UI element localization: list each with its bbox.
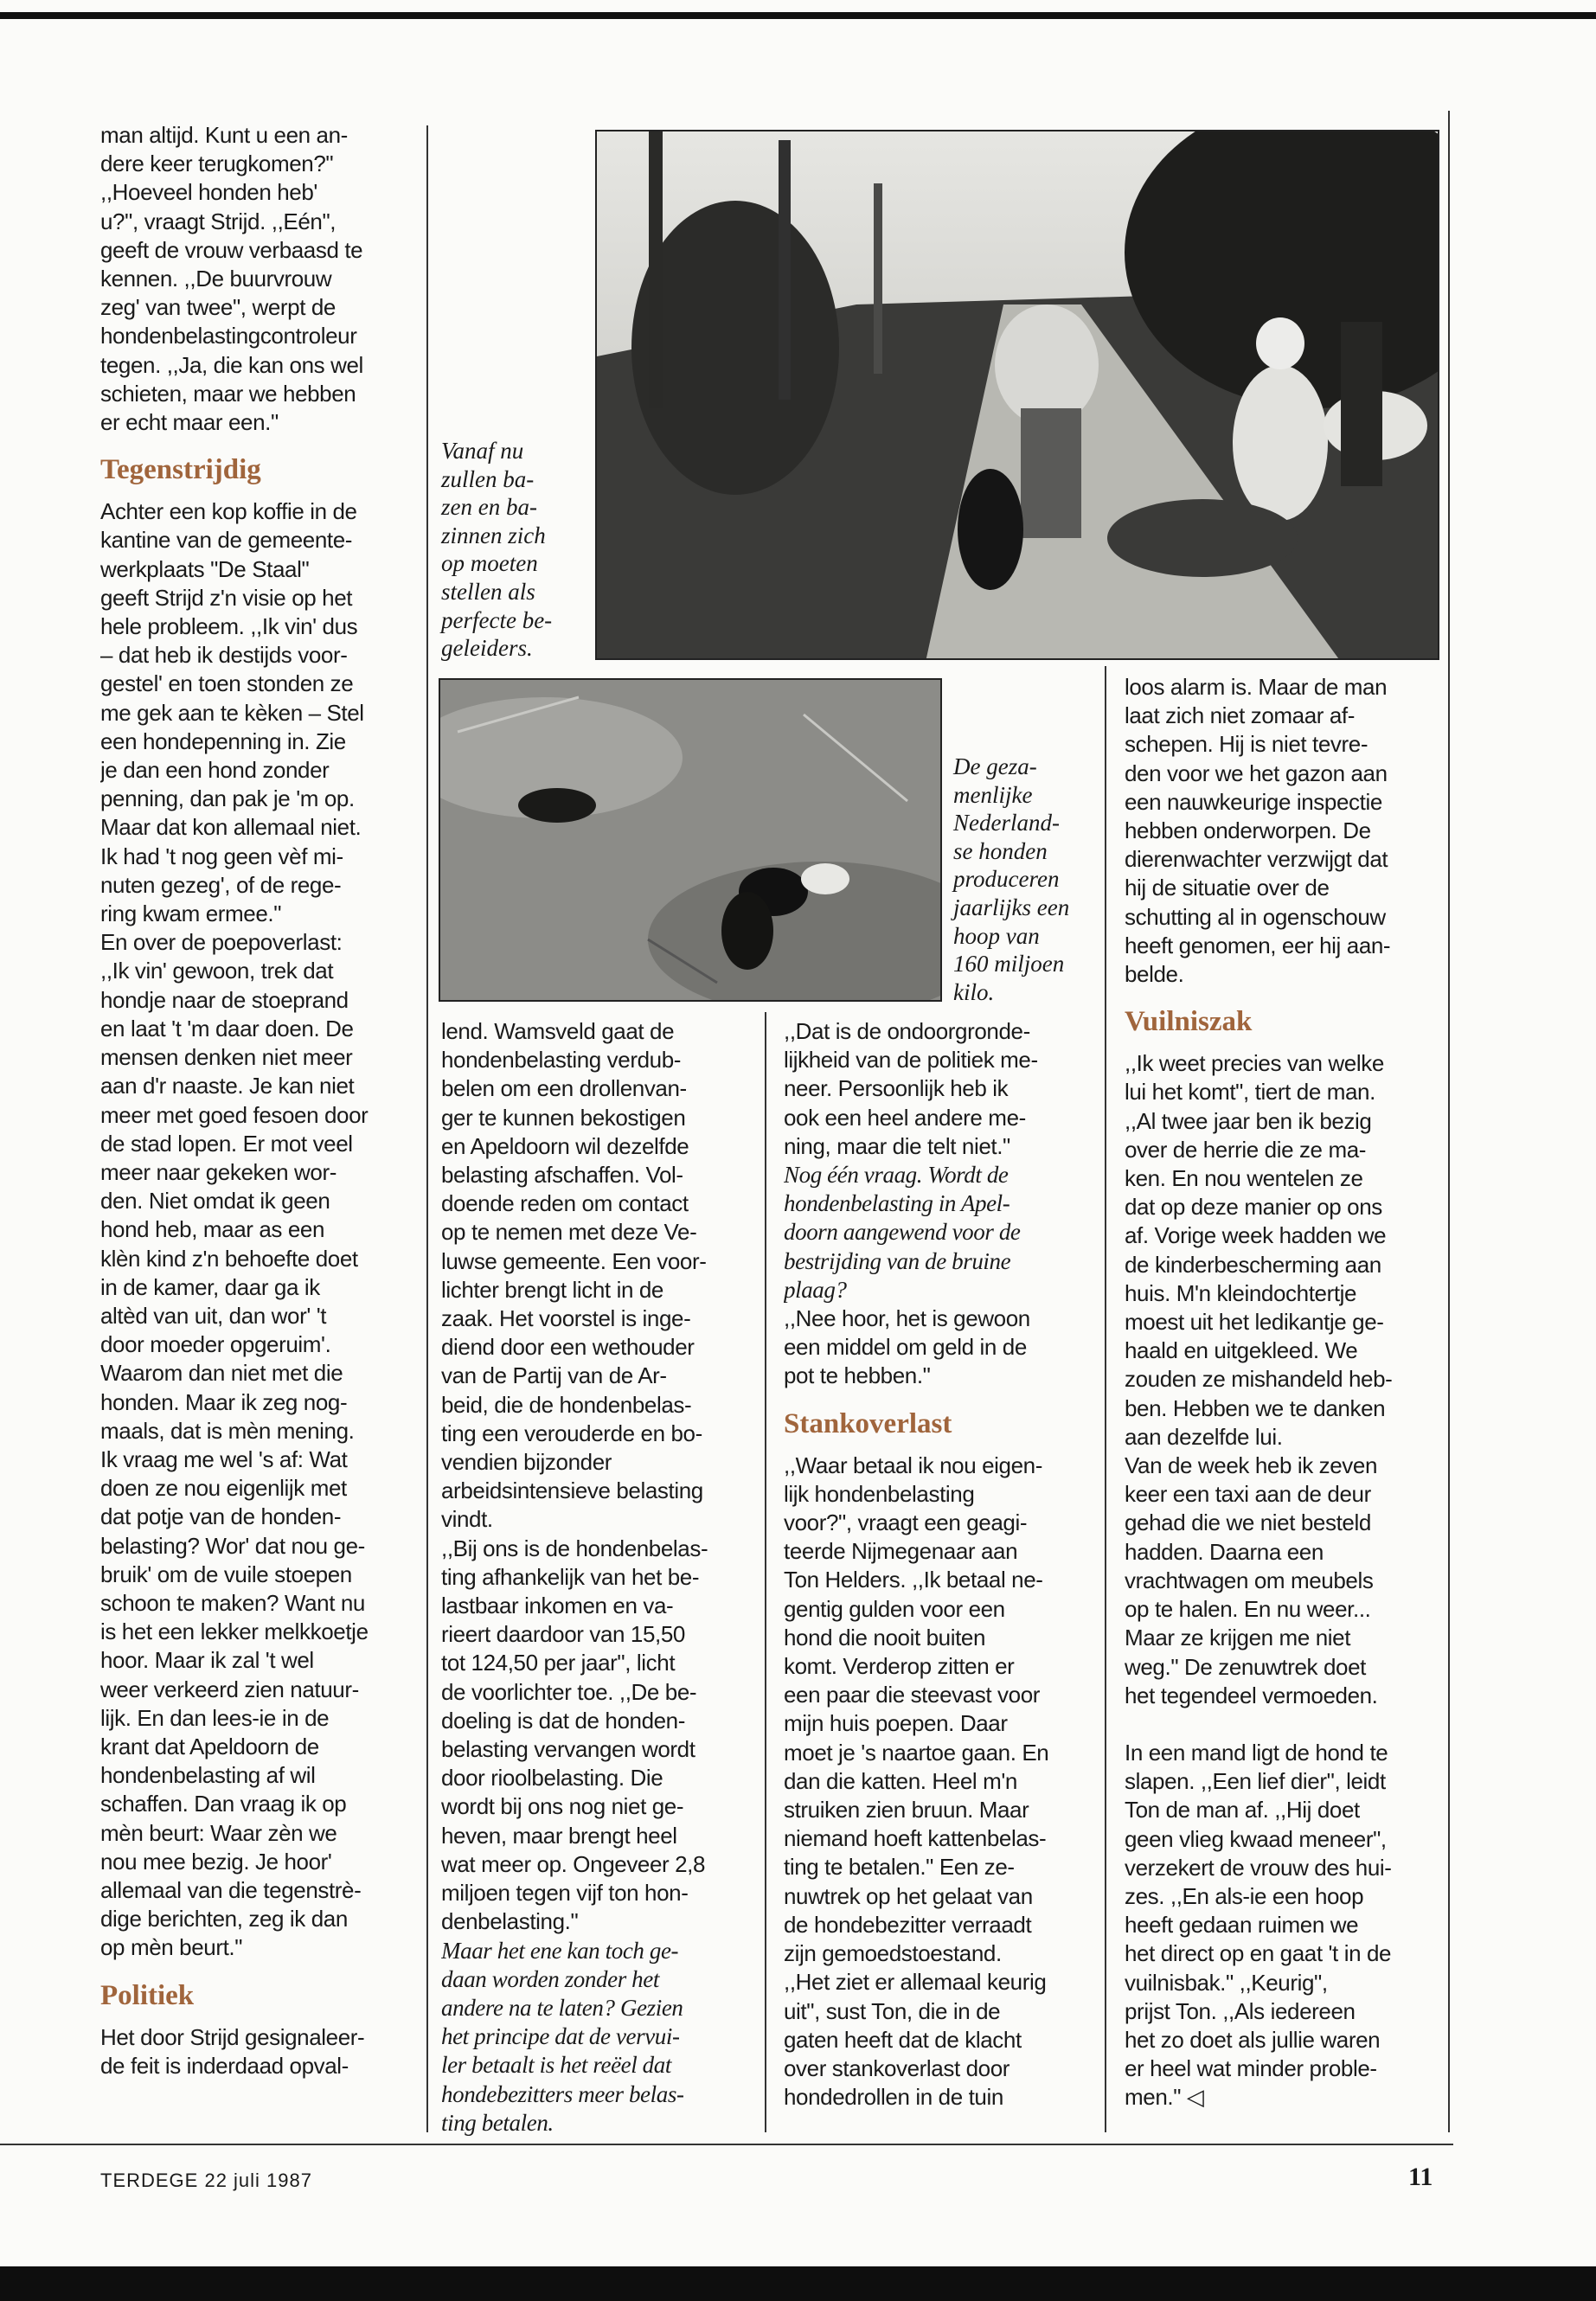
text-line: Ton de man af. ,,Hij doet [1125,1797,1360,1823]
text-line: ting afhankelijk van het be- [441,1563,700,1590]
text-line: ,,Hoeveel honden heb' [100,179,317,206]
text-line: dierenwachter verzwijgt dat [1125,846,1388,873]
caption-line: perfecte be- [441,606,553,633]
text-line: huis. M'n kleindochtertje [1125,1279,1357,1306]
text-line: mèn beurt: Waar zèn we [100,1819,337,1846]
text-line: over stankoverlast door [784,2054,1010,2081]
text-line: Ik vraag me wel 's af: Wat [100,1445,348,1472]
text-line: het direct op en gaat 't in de [1125,1940,1392,1967]
text-line: krant dat Apeldoorn de [100,1733,319,1759]
text-line: teerde Nijmegenaar aan [784,1538,1018,1565]
text-line: hondenbelasting af wil [100,1762,316,1789]
paragraph [100,121,420,437]
text-line: nuwtrek op het gelaat van [784,1882,1033,1909]
caption-line: Nederland- [953,810,1060,836]
text-line: dere keer terugkomen?" [100,151,334,177]
text-line: geeft de vrouw verbaasd te [100,236,363,263]
text-line: uit", sust Ton, die in de [784,1997,1001,2024]
text-line: den voor we het gazon aan [1125,760,1388,786]
text-line: ting een verouderde en bo- [441,1420,702,1446]
text-line: ,,Dat is de ondoorgronde- [784,1018,1030,1044]
text-line: verzekert de vrouw des hui- [1125,1854,1392,1881]
text-line: Achter een kop koffie in de [100,498,357,525]
text-line: Het door Strijd gesignaleer- [100,2023,365,2050]
text-line: er echt maar een." [100,409,279,436]
text-line: hondedrollen in de tuin [784,2084,1003,2111]
text-line: zeg' van twee", werpt de [100,294,336,321]
text-line: ler betaalt is het reëel dat [441,2052,671,2079]
text-line: zes. ,,En als-ie een hoop [1125,1882,1364,1909]
text-line: allemaal van die tegenstrè- [100,1876,362,1903]
text-line: Maar ze krijgen me niet [1125,1625,1351,1651]
text-line: meer met goed fesoen door [100,1101,369,1128]
text-line: belde. [1125,961,1184,988]
text-line: arbeidsintensieve belasting [441,1477,703,1504]
page-number: 11 [1408,2163,1433,2191]
text-line: honden. Maar ik zeg nog- [100,1388,348,1415]
text-line: ting te betalen." Een ze- [784,1854,1015,1881]
text-line: heven, maar brengt heel [441,1822,677,1849]
text-line: bestrijding van de bruine [784,1247,1011,1274]
text-line: penning, dan pak je 'm op. [100,785,355,812]
text-line: schaffen. Dan vraag ik op [100,1791,347,1817]
droppings-image [440,680,942,1002]
text-line: lastbaar inkomen en va- [441,1593,674,1619]
text-line: lichter brengt licht in de [441,1276,663,1303]
text-line: de feit is inderdaad opval- [100,2052,349,2079]
text-line: ting betalen. [441,2109,554,2136]
text-line: weg." De zenuwtrek doet [1125,1653,1366,1680]
text-line: denbelasting." [441,1908,579,1935]
text-line: zijn gemoedstoestand. [784,1940,1002,1967]
text-line: diend door een wethouder [441,1334,695,1361]
text-line: zaak. Het voorstel is inge- [441,1305,691,1332]
text-line: meer naar gekeken wor- [100,1158,337,1185]
text-line: ook een heel andere me- [784,1104,1026,1131]
text-line: komt. Verderop zitten er [784,1653,1015,1680]
caption-line: De geza- [953,753,1037,779]
text-line: schoon te maken? Want nu [100,1589,365,1616]
interviewer-question [784,1161,1099,1304]
text-line: gaten heeft dat de klacht [784,2026,1022,2053]
column-divider-1 [426,125,428,2132]
text-line: belasting afschaffen. Vol- [441,1162,683,1189]
text-line: u?", vraagt Strijd. ,,Eén", [100,208,337,234]
text-line: altèd van uit, dan wor' 't [100,1302,327,1329]
text-line: aan dezelfde lui. [1125,1423,1283,1450]
text-line: En over de poepoverlast: [100,929,343,956]
text-line: men." ◁ [1125,2084,1204,2111]
caption-line: produceren [953,866,1060,893]
section-heading: Tegenstrijdig [100,454,261,486]
text-line: vuilnisbak." ,,Keurig", [1125,1969,1328,1996]
text-line: wat meer op. Ongeveer 2,8 [441,1850,706,1877]
text-line: zouden ze mishandeld heb- [1125,1366,1393,1393]
text-line: pot te hebben." [784,1362,931,1389]
text-line: de hondebezitter verraadt [784,1911,1032,1938]
text-line: moet je 's naartoe gaan. En [784,1739,1049,1766]
photo-dog-droppings [439,678,942,1002]
text-line: ,,Ik vin' gewoon, trek dat [100,958,334,984]
text-line: hele probleem. ,,Ik vin' dus [100,613,358,640]
caption-line: geleiders. [441,635,533,662]
text-line: hebben onderworpen. De [1125,817,1371,844]
text-line: ,,Bij ons is de hondenbelas- [441,1535,708,1561]
footer-rule [0,2144,1453,2145]
text-line: het zo doet als jullie waren [1125,2026,1381,2053]
text-line: over de herrie die ze ma- [1125,1136,1367,1163]
text-line: lijkheid van de politiek me- [784,1047,1038,1074]
text-line: moest uit het ledikantje ge- [1125,1309,1384,1336]
caption-line: zinnen zich [441,522,546,548]
text-line: vindt. [441,1506,493,1533]
text-line: af. Vorige week hadden we [1125,1222,1387,1249]
text-line: luwse gemeente. Een voor- [441,1247,707,1274]
text-line: belen om een drollenvan- [441,1075,687,1102]
text-line: en Apeldoorn wil dezelfde [441,1132,689,1159]
text-line: beid, die de hondenbelas- [441,1391,692,1418]
text-line: op te nemen met deze Ve- [441,1219,697,1246]
text-line: haald en uitgekleed. We [1125,1337,1358,1364]
photo-top-caption [441,437,552,663]
paragraph [1125,1049,1445,1710]
text-line: ken. En nou wentelen ze [1125,1165,1363,1192]
text-line: mijn huis poepen. Daar [784,1710,1008,1737]
paragraph [441,1017,760,1937]
text-line: aan d'r naaste. Je kan niet [100,1073,355,1099]
text-line: prijst Ton. ,,Als iedereen [1125,1997,1356,2024]
section-heading: Politiek [100,1979,195,2011]
text-line: Ik had 't nog geen vèf mi- [100,843,343,869]
text-line: een paar die steevast voor [784,1682,1041,1708]
text-line: hondenbelasting in Apel- [784,1190,1010,1217]
bottom-edge-band [0,2266,1596,2301]
text-line: doeling is dat de honden- [441,1707,686,1734]
text-line: schieten, maar we hebben [100,380,356,407]
text-line: me gek aan te kèken – Stel [100,699,364,726]
caption-line: menlijke [953,781,1033,808]
text-line: den. Niet omdat ik geen [100,1188,330,1215]
text-line: ,,Ik weet precies van welke [1125,1050,1384,1077]
section-heading: Vuilniszak [1125,1006,1253,1038]
text-line: vendien bijzonder [441,1449,612,1476]
text-line: Maar dat kon allemaal niet. [100,814,362,841]
dog-walkers-image [597,131,1439,660]
text-line: In een mand ligt de hond te [1125,1739,1388,1766]
caption-line: jaarlijks een [953,894,1070,920]
text-line: het principe dat de vervui- [441,2023,680,2050]
text-line: de stad lopen. Er mot veel [100,1130,353,1157]
text-line: kantine van de gemeente- [100,527,353,554]
paragraph [784,1452,1099,2112]
text-line: tegen. ,,Ja, die kan ons wel [100,351,363,378]
text-line: schutting al in ogenschouw [1125,903,1386,930]
column-divider-3 [1105,666,1106,2132]
text-line: mensen denken niet meer [100,1044,353,1071]
text-line: kennen. ,,De buurvrouw [100,266,332,292]
text-line: vrachtwagen om meubels [1125,1567,1374,1593]
text-line: daan worden zonder het [441,1965,659,1992]
text-line: het tegendeel vermoeden. [1125,1682,1378,1708]
article-column-4 [1125,673,1445,2135]
text-line: ning, maar die telt niet." [784,1132,1010,1159]
text-line: door moeder opgeruim'. [100,1331,331,1358]
text-line: ger te kunnen bekostigen [441,1104,686,1131]
text-line: nuten gezeg', of de rege- [100,871,342,898]
text-line: en laat 't 'm daar doen. De [100,1015,354,1042]
text-line: gestel' en toen stonden ze [100,670,354,697]
article-column-1 [100,121,420,2137]
text-line: schepen. Hij is niet tevre- [1125,731,1368,758]
paragraph [100,497,420,1962]
text-line: neer. Persoonlijk heb ik [784,1075,1009,1102]
text-line: geen vlieg kwaad meneer", [1125,1825,1387,1852]
text-line: een nauwkeurige inspectie [1125,788,1382,815]
text-line: miljoen tegen vijf ton hon- [441,1880,689,1907]
text-line: dige berichten, zeg ik dan [100,1906,348,1932]
text-line: dat op deze manier op ons [1125,1194,1382,1221]
caption-line: se honden [953,837,1048,864]
text-line: laat zich niet zomaar af- [1125,702,1356,729]
text-line: rieert daardoor van 15,50 [441,1621,685,1648]
text-line: struiken zien bruun. Maar [784,1797,1029,1823]
text-line: loos alarm is. Maar de man [1125,674,1388,700]
top-edge-rule [0,12,1596,19]
text-line: een middel om geld in de [784,1334,1027,1361]
text-line: heeft genomen, eer hij aan- [1125,932,1391,958]
text-line: de kinderbescherming aan [1125,1251,1381,1278]
text-line: weer verkeerd zien natuur- [100,1676,359,1702]
text-line: voor?", vraagt een geagi- [784,1509,1028,1536]
paragraph [784,1304,1099,1391]
text-line: in de kamer, daar ga ik [100,1273,320,1300]
text-line: hond heb, maar as een [100,1216,325,1243]
text-line: hondje naar de stoeprand [100,986,349,1013]
text-line: is het een lekker melkkoetje [100,1618,369,1645]
text-line: hoor. Maar ik zal 't wel [100,1647,314,1674]
text-line: er heel wat minder proble- [1125,2055,1377,2082]
text-line: heeft gedaan ruimen we [1125,1912,1359,1939]
text-line: een hondepenning in. Zie [100,727,346,754]
text-line: – dat heb ik destijds voor- [100,642,348,669]
text-line: je dan een hond zonder [100,757,330,784]
text-line: niemand hoeft kattenbelas- [784,1825,1047,1852]
paragraph [100,2023,420,2080]
paragraph [784,1017,1099,1161]
interviewer-question [441,1937,760,2138]
text-line: maals, dat is mèn mening. [100,1417,355,1444]
text-line: hondenbelastingcontroleur [100,323,357,349]
text-line: plaag? [784,1276,847,1303]
text-line: lui het komt", tiert de man. [1125,1079,1375,1106]
text-line: de voorlichter toe. ,,De be- [441,1678,697,1705]
text-line: ,,Waar betaal ik nou eigen- [784,1452,1042,1478]
caption-line: kilo. [953,978,995,1005]
text-line: nou mee bezig. Je hoor' [100,1848,332,1875]
text-line: werkplaats "De Staal" [100,555,310,582]
text-line: ring kwam ermee." [100,901,282,927]
photo-dog-walkers [595,130,1439,660]
photo-bottom-caption [953,753,1069,1006]
text-line: lijk hondenbelasting [784,1480,975,1507]
text-line: doorn aangewend voor de [784,1219,1021,1246]
text-line: andere na te laten? Gezien [441,1994,683,2021]
text-line: door rioolbelasting. Die [441,1765,663,1791]
text-line: hadden. Daarna een [1125,1538,1324,1565]
caption-line: hoop van [953,922,1040,949]
text-line: gehad die we niet besteld [1125,1509,1371,1536]
text-line: hondebezitters meer belas- [441,2080,684,2107]
text-line: wordt bij ons nog niet ge- [441,1793,684,1820]
caption-line: Vanaf nu [441,438,524,464]
paragraph [1125,673,1445,989]
paragraph [1125,1739,1445,2112]
text-line: lijk. En dan lees-ie in de [100,1704,330,1731]
caption-line: 160 miljoen [953,951,1065,977]
text-line: keer een taxi aan de deur [1125,1481,1371,1508]
text-line: tot 124,50 per jaar", licht [441,1650,676,1676]
text-line: ben. Hebben we te danken [1125,1394,1386,1421]
text-line: hij de situatie over de [1125,875,1330,901]
article-column-3 [784,1017,1099,2138]
text-line: klèn kind z'n behoefte doet [100,1245,358,1272]
text-line: ,,Al twee jaar ben ik bezig [1125,1107,1372,1134]
text-line: dat potje van de honden- [100,1503,342,1530]
text-line: ,,Het ziet er allemaal keurig [784,1969,1047,1996]
caption-line: op moeten [441,550,538,577]
text-line: van de Partij van de Ar- [441,1362,667,1389]
text-line: ,,Nee hoor, het is gewoon [784,1305,1030,1332]
text-line: Maar het ene kan toch ge- [441,1937,679,1964]
article-column-2 [441,1017,760,2138]
paragraph-gap [1125,1710,1445,1739]
text-line: doen ze nou eigenlijk met [100,1475,347,1502]
section-heading: Stankoverlast [784,1407,952,1439]
text-line: Waarom dan niet met die [100,1360,343,1387]
text-line: gentig gulden voor een [784,1595,1005,1622]
text-line: Ton Helders. ,,Ik betaal ne- [784,1567,1043,1593]
text-line: dan die katten. Heel m'n [784,1767,1017,1794]
text-line: Van de week heb ik zeven [1125,1452,1378,1479]
text-line: lend. Wamsveld gaat de [441,1018,675,1044]
text-line: Nog één vraag. Wordt de [784,1162,1009,1189]
text-line: hond die nooit buiten [784,1624,986,1650]
text-line: belasting? Wor' dat nou ge- [100,1532,365,1559]
text-line: bruik' om de vuile stoepen [100,1561,352,1587]
text-line: belasting vervangen wordt [441,1736,695,1763]
text-line: slapen. ,,Een lief dier", leidt [1125,1768,1386,1795]
caption-line: zen en ba- [441,494,537,521]
text-line: geeft Strijd z'n visie op het [100,584,353,611]
column-divider-2 [765,1012,766,2132]
text-line: op mèn beurt." [100,1934,243,1961]
caption-line: stellen als [441,578,535,605]
text-line: doende reden om contact [441,1190,689,1217]
text-line: man altijd. Kunt u een an- [100,122,348,148]
text-line: hondenbelasting verdub- [441,1047,682,1074]
right-margin-rule [1448,111,1450,2132]
caption-line: zullen ba- [441,465,535,492]
text-line: op te halen. En nu weer... [1125,1596,1371,1623]
magazine-issue-label: TERDEGE 22 juli 1987 [100,2170,312,2191]
